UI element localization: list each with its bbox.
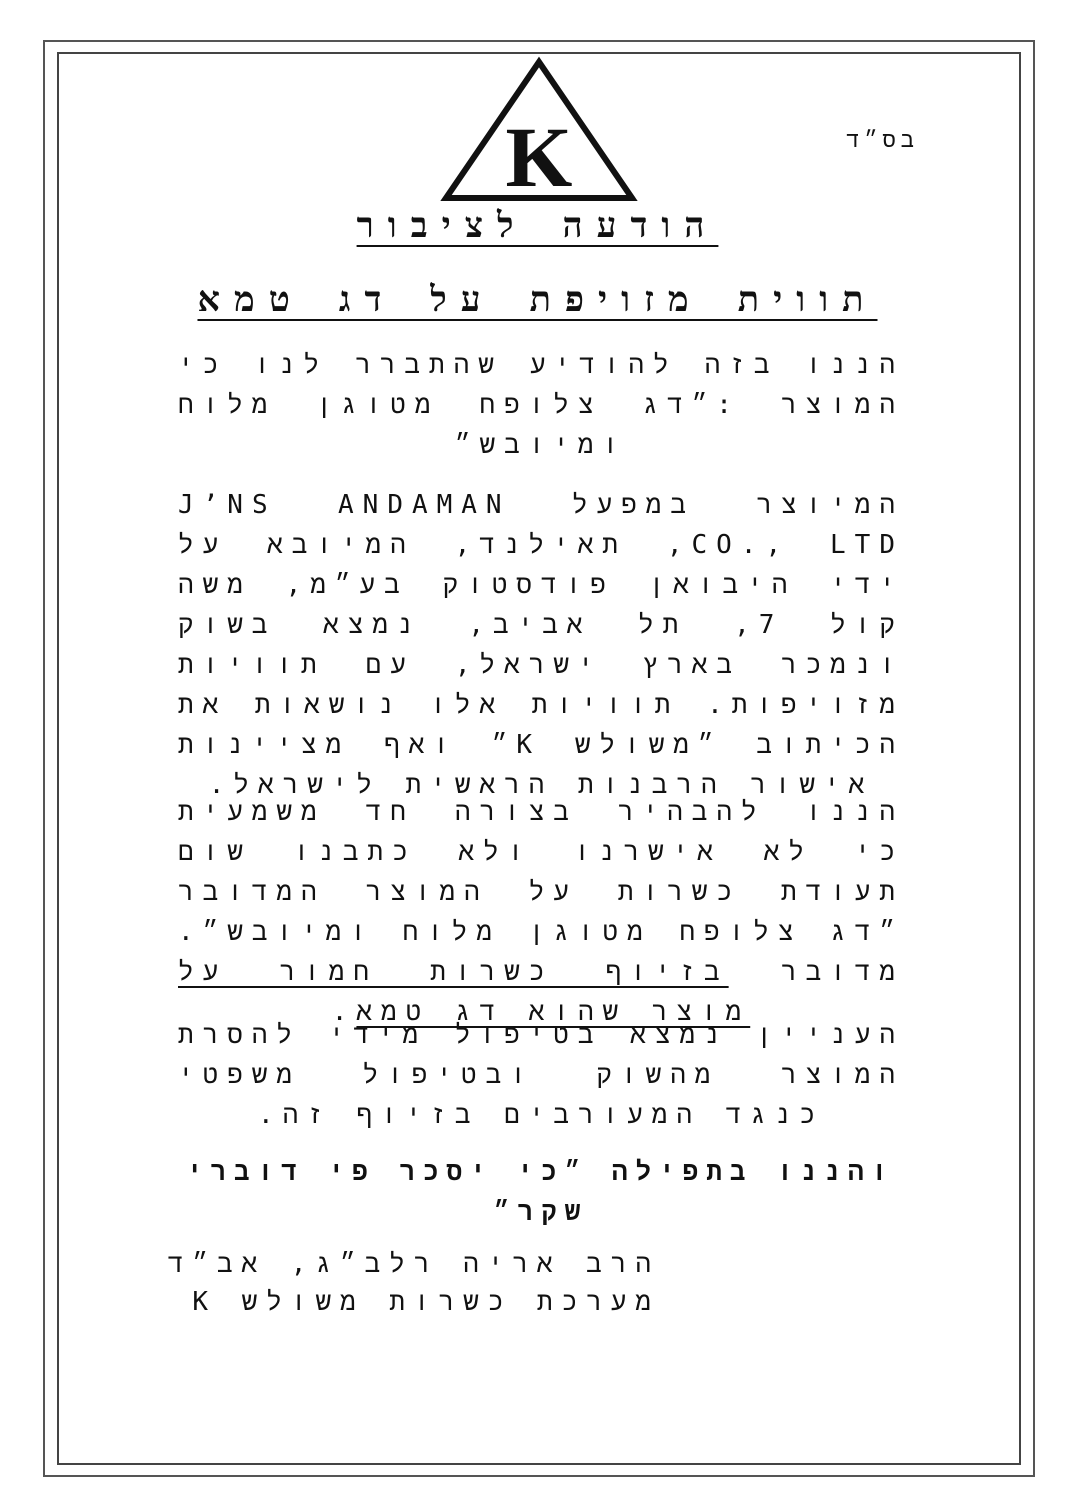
page-title: הודעה לציבור: [356, 206, 719, 246]
clarification-end: .: [331, 997, 357, 1027]
signature-name: הרב אריה רלב״ג, אב״ד: [167, 1249, 660, 1279]
prayer-line: והננו בתפילה ״כי יסכר פי דוברי שקר״: [186, 1157, 896, 1227]
paragraph-intro: הננו בזה להודיע שהתברר לנו כי המוצר :״דג צלופח מטוגן מלוח ומיובש״: [178, 350, 904, 460]
signature-organization: מערכת כשרות משולש K: [192, 1287, 660, 1317]
clarification-text: הננו להבהיר בצורה חד משמעית כי לא אישרנו ולא כתבנו שום תעודת כשרות על המוצר המדובר ״דג צלופח מטוגן מלוח ומיובש״. מדובר: [178, 797, 904, 987]
forgery-statement: בזיוף כשרות חמור על מוצר שהוא דג טמא: [178, 957, 751, 1027]
page-subtitle: תווית מזויפת על דג טמא: [197, 280, 878, 320]
paragraph-clarification: [178, 792, 904, 1032]
paragraph-product-details: המיוצר במפעל J’NS ANDAMAN CO., LTD, תאילנד, המיובא על ידי היבואן פודסטוק בע״מ, משה קול 7, תל אביב, נמצא בשוק ונמכר בארץ ישראל, עם תוויות מזויפות. תוויות אלו נושאות את הכיתוב ״משולש K״ ואף מציינות אישור הרבנות הראשית לישראל.: [178, 490, 905, 800]
signature-block: [167, 1245, 660, 1321]
triangle-k-logo: [440, 56, 638, 204]
logo-letter: K: [505, 109, 573, 204]
paragraph-action: העניין נמצא בטיפול מידי להסרת המוצר מהשוק ובטיפול משפטי כנגד המעורבים בזיוף זה.: [178, 1020, 904, 1130]
bsd-mark: בס״ד: [846, 128, 919, 153]
